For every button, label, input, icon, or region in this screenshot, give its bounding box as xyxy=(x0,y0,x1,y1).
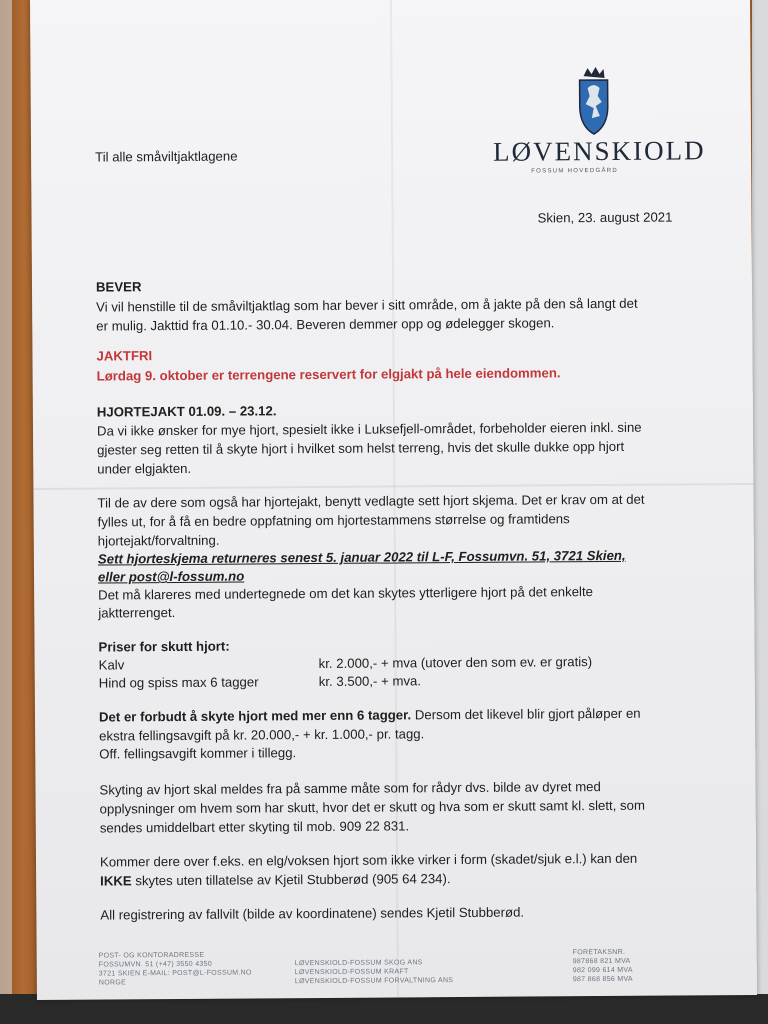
footer-org-numbers xyxy=(573,948,633,984)
forbud-line2: ekstra fellingsavgift på kr. 20.000,- + kr. 1.000,- pr. tagg. xyxy=(99,726,425,744)
hjortejakt-p3-line2: jaktterrenget. xyxy=(98,605,176,621)
footer-company-line: LØVENSKIOLD-FOSSUM SKOG ANS xyxy=(294,959,423,968)
footer-address-line: FOSSUMVN. 51 (+47) 3550 4350 xyxy=(98,960,213,969)
forbud-line3: Off. fellingsavgift kommer i tillegg. xyxy=(99,745,297,762)
hjortejakt-p3-line1: Det må klareres med undertegnede om det kan skytes ytterligere hjort på det enkelte xyxy=(98,584,593,603)
footer-address-line: POST- OG KONTORADRESSE xyxy=(98,951,205,960)
jaktfri-text: Lørdag 9. oktober er terrengene reservert for elgjakt på hele eiendommen. xyxy=(96,365,561,384)
footer-address-line: 3721 SKIEN E-MAIL: POST@L-FOSSUM.NO xyxy=(98,969,252,978)
forbud-rest: Dersom det likevel blir gjort påløper en xyxy=(411,705,641,723)
hjortejakt-p2-line1: Til de av dere som også har hjortejakt, benytt vedlagte sett hjort skjema. Det er krav om at det xyxy=(97,491,645,511)
hjortejakt-p1-line3: under elgjakten. xyxy=(97,460,192,477)
hjortejakt-heading: HJORTEJAKT 01.09. – 23.12. xyxy=(96,403,277,420)
skadet-line2 xyxy=(100,869,451,891)
footer-org-line: 987868 821 MVA xyxy=(572,957,631,966)
hjortejakt-p1-line2: gjester seg retten til å skyte hjort i hvilket som helst terreng, hvis det skulle dukke opp hjort xyxy=(97,438,625,458)
bever-heading: BEVER xyxy=(95,279,142,295)
bever-text-line1: Vi vil henstille til de småviltjaktlag som har bever i sitt område, om å jakte på den så langt det xyxy=(96,295,638,315)
footer-org-line: 982 099 614 MVA xyxy=(572,966,633,975)
price-row-label: Hind og spiss max 6 tagger xyxy=(98,674,259,691)
melding-line2: opplysninger om hvem som har skutt, hvor det er skutt og hva som er skutt samt kl. slett, som xyxy=(99,797,645,817)
return-email-link[interactable]: eller post@l-fossum.no xyxy=(97,568,245,585)
brand-name: LØVENSKIOLD xyxy=(492,135,706,167)
skadet-rest: skytes uten tillatelse av Kjetil Stubberød (905 64 234). xyxy=(131,871,451,889)
price-row-value: kr. 2.000,- + mva (utover den som ev. er gratis) xyxy=(318,654,593,672)
skadet-line1: Kommer dere over f.eks. en elg/voksen hjort som ikke virker i form (skadet/sjuk e.l.) kan den xyxy=(99,850,638,870)
brand-subname: FOSSUM HOVEDGÅRD xyxy=(531,167,619,175)
footer-address xyxy=(99,950,252,987)
recipient-line: Til alle småviltjaktlagene xyxy=(95,148,238,165)
hjortejakt-p2-line2: fylles ut, for å få en bedre oppfatning om hjortestammens størrelse og framtidens xyxy=(97,511,570,530)
return-instructions-line1: Sett hjorteskjema returneres senest 5. januar 2022 til L-F, Fossumvn. 51, 3721 Skien, xyxy=(97,547,626,567)
prices-heading: Priser for skutt hjort: xyxy=(98,638,230,655)
letter-date: Skien, 23. august 2021 xyxy=(537,209,673,226)
hjortejakt-p1-line1: Da vi ikke ønsker for mye hjort, spesielt ikke i Luksefjell-området, forbeholder eieren inkl. sine xyxy=(96,419,642,439)
price-row-value: kr. 3.500,- + mva. xyxy=(318,673,422,690)
footer-org-line: 987 868 856 MVA xyxy=(572,975,633,984)
footer-companies xyxy=(295,958,454,986)
hjortejakt-p2-line3: hjortejakt/forvaltning. xyxy=(97,532,220,549)
background-paper-left xyxy=(0,0,12,1024)
letter-sheet xyxy=(30,0,757,1000)
footer-org-line: FORETAKSNR. xyxy=(572,948,626,957)
melding-line1: Skyting av hjort skal meldes fra på samme måte som for rådyr dvs. bilde av dyret med xyxy=(99,779,601,798)
fallvilt-line: All registrering av fallvilt (bilde av koordinatene) sendes Kjetil Stubberød. xyxy=(100,904,525,923)
skadet-ikke: IKKE xyxy=(100,873,132,889)
melding-line3: sendes umiddelbart etter skyting til mob. 909 22 831. xyxy=(99,818,410,836)
footer-company-line: LØVENSKIOLD-FOSSUM FORVALTNING ANS xyxy=(294,977,454,986)
forbud-bold: Det er forbudt å skyte hjort med mer enn 6 tagger. xyxy=(98,707,412,725)
footer-address-line: NORGE xyxy=(98,979,127,987)
jaktfri-heading: JAKTFRI xyxy=(96,348,153,364)
lion-crest-icon xyxy=(575,66,611,136)
bever-text-line2: er mulig. Jakttid fra 01.10.- 30.04. Beveren demmer opp og ødelegger skogen. xyxy=(96,315,555,334)
price-row-label: Kalv xyxy=(98,657,125,673)
footer-company-line: LØVENSKIOLD-FOSSUM KRAFT xyxy=(294,968,409,977)
forbud-line1 xyxy=(99,704,641,727)
